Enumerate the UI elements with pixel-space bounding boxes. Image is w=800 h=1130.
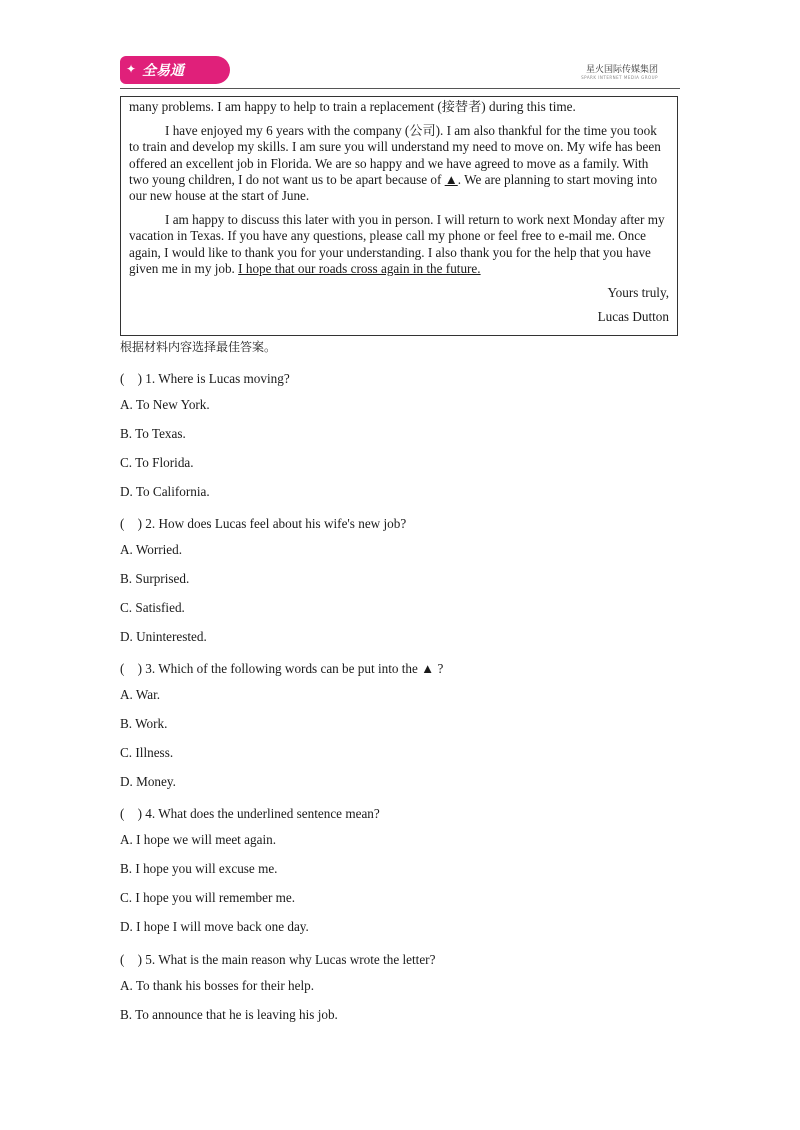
option-4b: B. I hope you will excuse me. [120,861,278,876]
question-5: ( ) 5. What is the main reason why Lucas wrote the letter? [120,952,436,967]
publisher-name: 星火国际传媒集团 [585,65,658,75]
logo-star-icon: ✦ [126,62,137,76]
option-5b: B. To announce that he is leaving his job. [120,1007,338,1022]
question-1: ( ) 1. Where is Lucas moving? [120,371,290,386]
question-4: ( ) 4. What does the underlined sentence mean? [120,806,380,821]
publisher-brand [581,62,658,80]
logo [120,56,230,84]
option-2d: D. Uninterested. [120,629,207,644]
blank-marker: ▲ [444,171,458,187]
header-divider [120,88,680,89]
logo-text: 全易通 [142,63,184,79]
option-2a: A. Worried. [120,542,183,557]
publisher-subtitle: SPARK INTERNET MEDIA GROUP [581,75,658,80]
letter-paragraph-1: many problems. I am happy to help to train a replacement (接替者) during this time. [129,99,576,114]
instruction: 根据材料内容选择最佳答案。 [120,340,277,354]
option-1b: B. To Texas. [120,426,186,441]
option-1d: D. To California. [120,484,210,499]
letter-signature: Lucas Dutton [597,309,669,325]
letter-paragraph-3: I am happy to discuss this later with you in person. I will return to work next Monday after my vacation in Texas. If you have any questions, please call my phone or feel free to e-mail me. Once again, I would like to thank you for your understanding. I also thank you for the help that you have given me in my job. I hope that our roads cross again in the future. [129,212,665,276]
question-2: ( ) 2. How does Lucas feel about his wife's new job? [120,516,407,531]
question-3: ( ) 3. Which of the following words can be put into the ▲ ? [120,661,444,676]
option-3b: B. Work. [120,716,168,731]
option-4d: D. I hope I will move back one day. [120,919,309,934]
option-5a: A. To thank his bosses for their help. [120,978,315,993]
option-3a: A. War. [120,687,161,702]
option-2b: B. Surprised. [120,571,190,586]
option-3d: D. Money. [120,774,176,789]
letter-closing: Yours truly, [607,285,669,301]
option-2c: C. Satisfied. [120,600,185,615]
letter-paragraph-2: I have enjoyed my 6 years with the company (公司). I am also thankful for the time you took to train and develop my skills. I am sure you will understand my need to move on. My wife has been offered an excellent job in Florida. We are so happy and we have agreed to move as a family. With two young children, I do not want us to be apart because of ▲. We are planning to start moving into our new house at the start of June. [129,123,661,204]
letter-box [120,96,678,336]
option-3c: C. Illness. [120,745,174,760]
underlined-sentence: I hope that our roads cross again in the future. [238,260,481,276]
option-4a: A. I hope we will meet again. [120,832,277,847]
option-4c: C. I hope you will remember me. [120,890,296,905]
option-1c: C. To Florida. [120,455,194,470]
option-1a: A. To New York. [120,397,210,412]
